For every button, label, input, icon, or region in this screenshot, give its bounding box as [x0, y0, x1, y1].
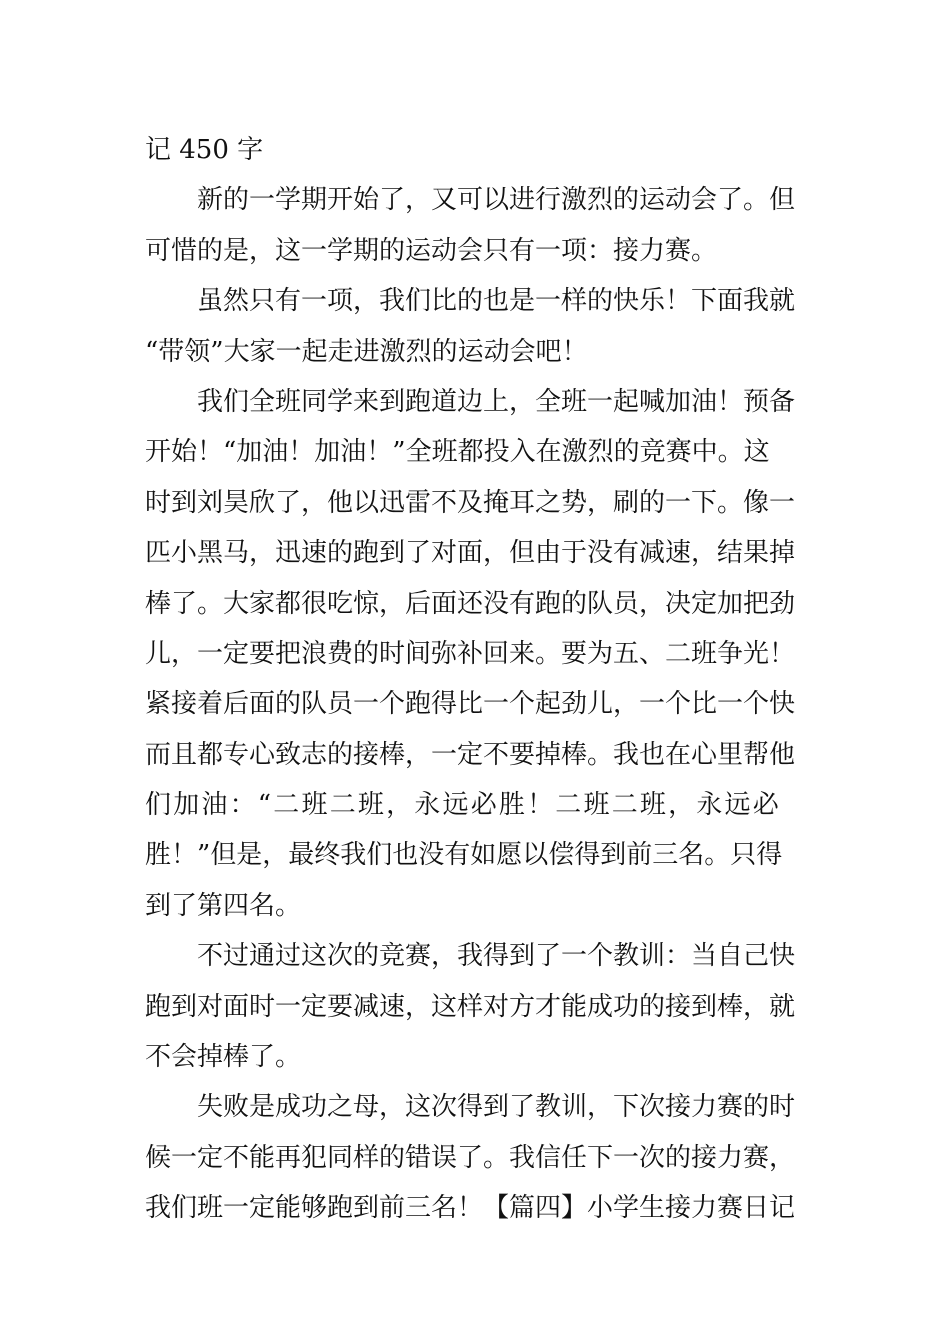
- text-line: 不会掉棒了。: [145, 1042, 302, 1073]
- text-line: 时到刘昊欣了，他以迅雷不及掩耳之势，刷的一下。像一: [145, 487, 796, 518]
- text-line: 候一定不能再犯同样的错误了。我信任下一次的接力赛，: [145, 1142, 796, 1173]
- text-line: 可惜的是，这一学期的运动会只有一项：接力赛。: [145, 235, 718, 266]
- text-line: 记 450 字: [145, 135, 264, 165]
- paragraph-first-line: 我们全班同学来到跑道边上，全班一起喊加油！预备: [197, 386, 796, 417]
- text-line: 棒了。大家都很吃惊，后面还没有跑的队员，决定加把劲: [145, 588, 796, 619]
- paragraph-first-line: 不过通过这次的竞赛，我得到了一个教训：当自己快: [197, 941, 796, 972]
- text-line: 跑到对面时一定要减速，这样对方才能成功的接到棒，就: [145, 991, 796, 1022]
- text-line: 开始！“加油！加油！”全班都投入在激烈的竞赛中。这: [145, 437, 770, 468]
- text-line: 儿，一定要把浪费的时间弥补回来。要为五、二班争光！: [145, 638, 796, 669]
- text-line: 我们班一定能够跑到前三名！【篇四】小学生接力赛日记: [145, 1193, 796, 1224]
- text-line: 紧接着后面的队员一个跑得比一个起劲儿，一个比一个快: [145, 689, 796, 720]
- text-line: 到了第四名。: [145, 890, 302, 921]
- text-line: 匹小黑马，迅速的跑到了对面，但由于没有减速，结果掉: [145, 538, 796, 569]
- text-line: 胜！”但是，最终我们也没有如愿以偿得到前三名。只得: [145, 840, 783, 871]
- text-line: “带领”大家一起走进激烈的运动会吧！: [145, 336, 588, 367]
- paragraph-first-line: 虽然只有一项，我们比的也是一样的快乐！下面我就: [197, 286, 796, 317]
- paragraph-first-line: 失败是成功之母，这次得到了教训，下次接力赛的时: [197, 1092, 796, 1123]
- text-line: 而且都专心致志的接棒，一定不要掉棒。我也在心里帮他: [145, 739, 796, 770]
- text-line: 们加油：“二班二班，永远必胜！二班二班，永远必: [145, 790, 781, 821]
- paragraph-first-line: 新的一学期开始了，又可以进行激烈的运动会了。但: [197, 185, 796, 216]
- document-body: [145, 125, 807, 1234]
